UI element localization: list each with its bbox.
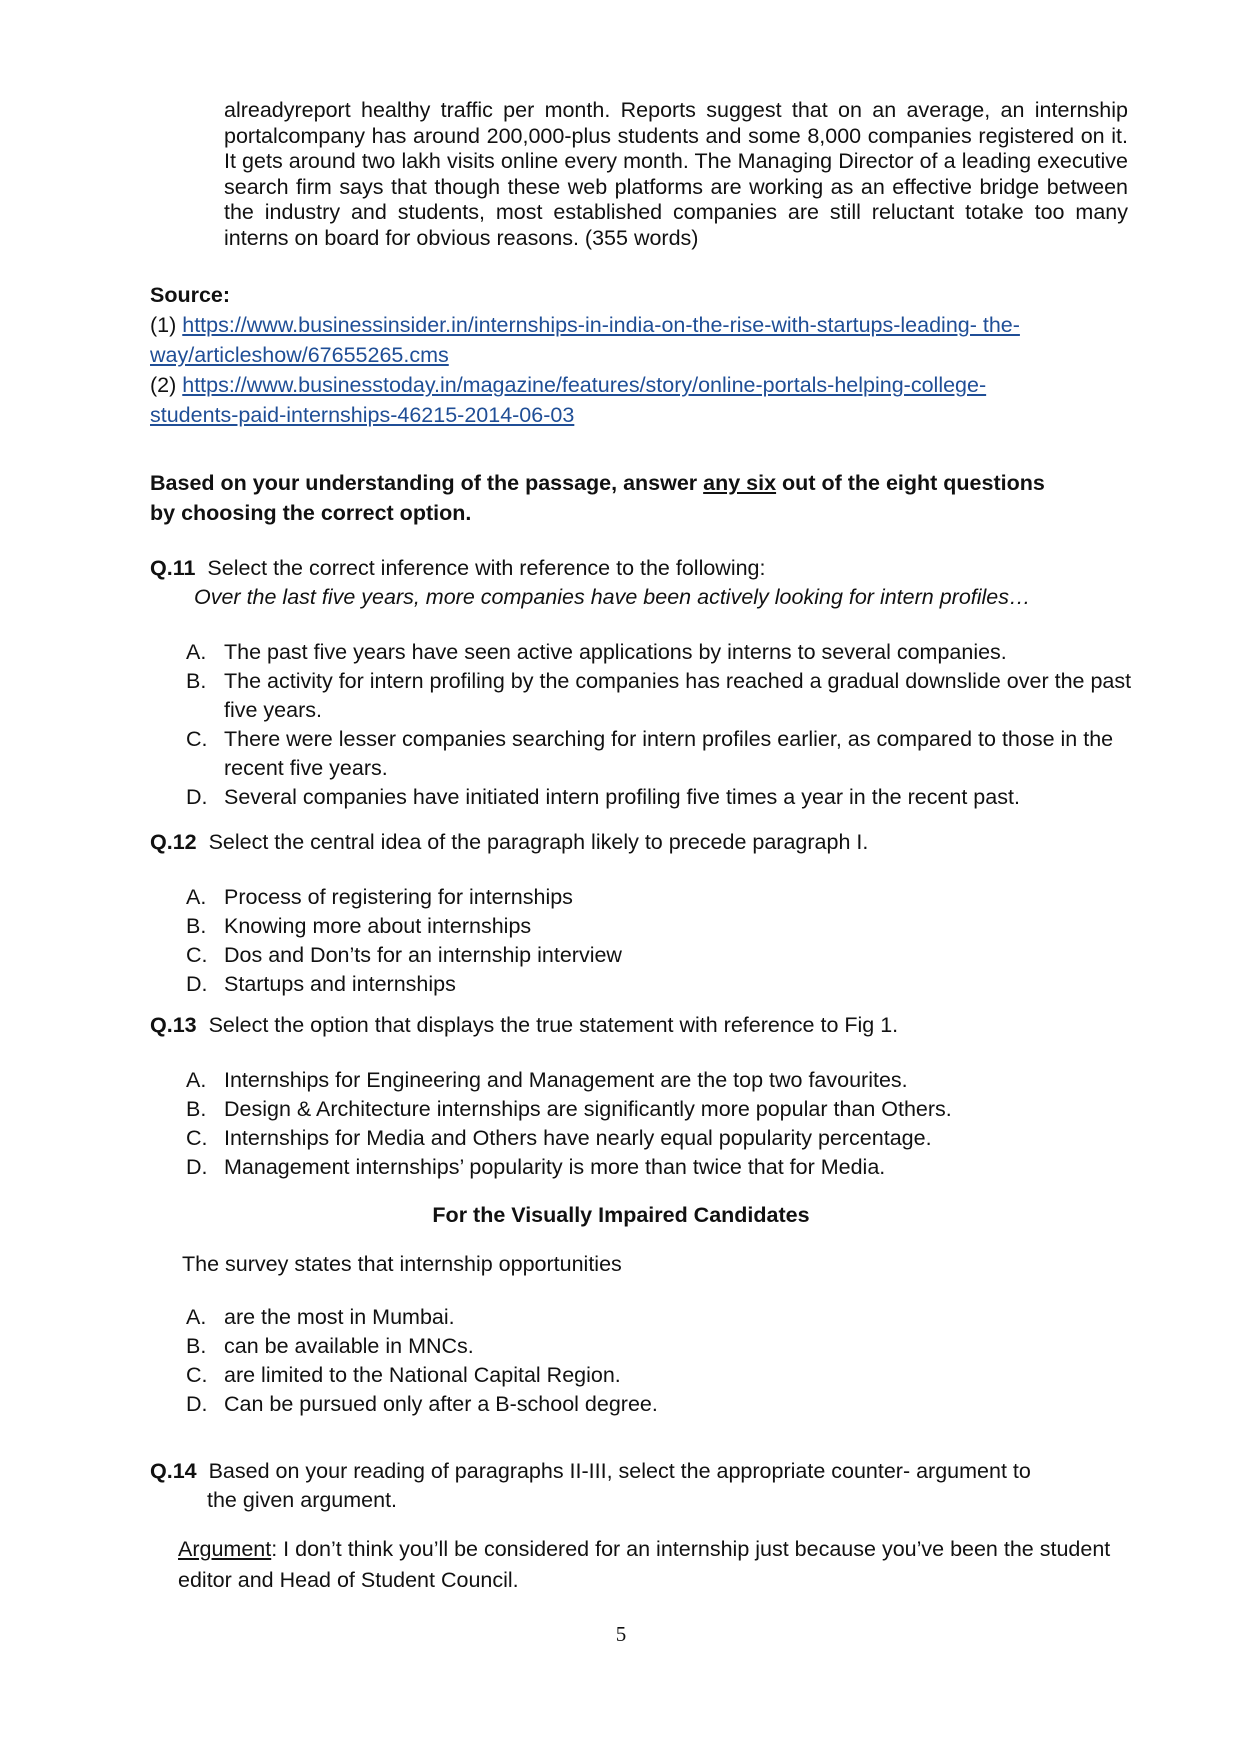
- source-link-2[interactable]: https://www.businesstoday.in/magazine/features/story/online-portals-helping-college- students-paid-internships-46215-2014-06-03: [150, 373, 987, 427]
- source-item-1: [150, 310, 1110, 370]
- option-a[interactable]: A. Process of registering for internships: [186, 885, 573, 909]
- question-11-options: [186, 638, 1146, 812]
- visually-impaired-heading: For the Visually Impaired Candidates: [432, 1203, 810, 1227]
- question-text: Select the central idea of the paragraph likely to precede paragraph I.: [208, 830, 869, 854]
- visually-impaired-stem: The survey states that internship opportunities: [182, 1252, 622, 1276]
- option-c[interactable]: C. Internships for Media and Others have nearly equal popularity percentage.: [186, 1126, 932, 1150]
- question-number: Q.13: [150, 1013, 197, 1037]
- question-12: [150, 828, 1150, 857]
- option-d[interactable]: D. Management internships’ popularity is more than twice that for Media.: [186, 1155, 886, 1179]
- argument-body: : I don’t think you’ll be considered for an internship just because you’ve been the student editor and Head of Student Council.: [178, 1537, 1111, 1592]
- option-a[interactable]: A. Internships for Engineering and Management are the top two favourites.: [186, 1068, 908, 1092]
- question-text: Select the correct inference with reference to the following:: [207, 556, 766, 580]
- option-b[interactable]: B. Design & Architecture internships are significantly more popular than Others.: [186, 1097, 952, 1121]
- question-text: Select the option that displays the true statement with reference to Fig 1.: [208, 1013, 899, 1037]
- instruction-emphasis: any six: [703, 471, 777, 495]
- option-d[interactable]: D. Several companies have initiated intern profiling five times a year in the recent past.: [186, 785, 1020, 809]
- option-d[interactable]: D. Can be pursued only after a B-school degree.: [186, 1392, 658, 1416]
- source-link-1[interactable]: https://www.businessinsider.in/internships-in-india-on-the-rise-with-startups-leading- the- way/articleshow/67655265.cms: [150, 313, 1020, 367]
- question-13: [150, 1011, 1150, 1040]
- question-14: [150, 1457, 1150, 1515]
- source-prefix: (2): [150, 373, 183, 397]
- question-text-continued: the given argument.: [207, 1488, 398, 1512]
- question-11: [150, 554, 1150, 612]
- option-d[interactable]: D. Startups and internships: [186, 972, 456, 996]
- source-section: [150, 280, 1110, 430]
- option-c[interactable]: C. are limited to the National Capital Region.: [186, 1363, 621, 1387]
- argument-text: [178, 1534, 1118, 1596]
- option-b[interactable]: B. The activity for intern profiling by the companies has reached a gradual downslide over the past five years.: [186, 669, 1132, 722]
- question-text: Based on your reading of paragraphs II-III, select the appropriate counter- argument to: [208, 1459, 1031, 1483]
- option-a[interactable]: A. The past five years have seen active applications by interns to several companies.: [186, 640, 1007, 664]
- option-b[interactable]: B. Knowing more about internships: [186, 914, 532, 938]
- question-13-options: [186, 1066, 1146, 1182]
- option-a[interactable]: A. are the most in Mumbai.: [186, 1305, 455, 1329]
- source-item-2: [150, 370, 1110, 430]
- question-number: Q.12: [150, 830, 197, 854]
- question-quote: Over the last five years, more companies have been actively looking for intern profiles…: [194, 585, 1031, 609]
- source-prefix: (1): [150, 313, 183, 337]
- option-b[interactable]: B. can be available in MNCs.: [186, 1334, 474, 1358]
- option-c[interactable]: C. There were lesser companies searching for intern profiles earlier, as compared to those in the recent five years.: [186, 727, 1114, 780]
- page-number: 5: [615, 1622, 627, 1646]
- passage-paragraph: alreadyreport healthy traffic per month. Reports suggest that on an average, an internship portalcompany has around 200,000-plus students and some 8,000 companies registered on it. It gets around two lakh visits online every month. The Managing Director of a leading executive search firm says that though these web platforms are working as an effective bridge between the industry and students, most established companies are still reluctant totake too many interns on board for obvious reasons. (355 words): [224, 98, 1128, 250]
- source-title: Source:: [150, 283, 231, 307]
- argument-label: Argument: [178, 1537, 272, 1561]
- question-12-options: [186, 883, 1146, 999]
- visually-impaired-options: [186, 1303, 1146, 1419]
- question-number: Q.11: [150, 556, 196, 580]
- passage-text: [224, 98, 1128, 251]
- option-c[interactable]: C. Dos and Don’ts for an internship interview: [186, 943, 622, 967]
- question-number: Q.14: [150, 1459, 197, 1483]
- instruction-text: Based on your understanding of the passage, answer any six out of the eight questions by choosing the correct option.: [150, 471, 1045, 525]
